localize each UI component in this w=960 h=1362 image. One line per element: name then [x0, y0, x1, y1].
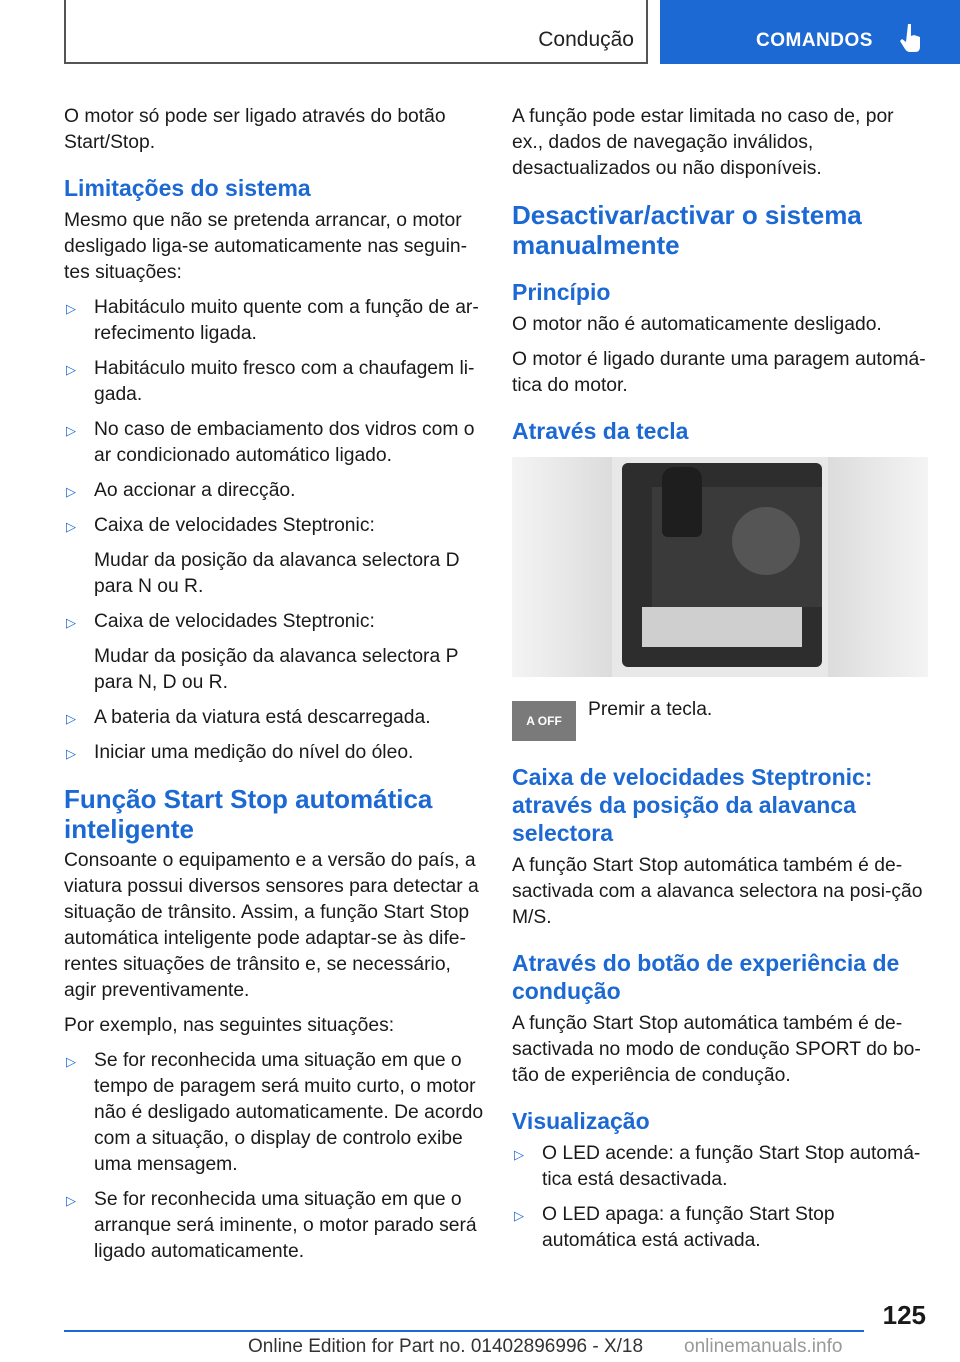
principle-heading: Princípio [512, 279, 611, 305]
intro-text: O motor só pode ser ligado através do botão Start/Stop. [64, 106, 446, 153]
triangle-bullet-icon: ▷ [66, 484, 76, 499]
limits-heading: Limitações do sistema [64, 175, 311, 201]
seat-right-shape [828, 457, 928, 677]
list-item: ▷ Caixa de velocidades Steptronic: Mudar da posição da alavanca selectora P para N, D ou R. [64, 609, 484, 696]
triangle-bullet-icon: ▷ [66, 423, 76, 438]
list-item: ▷ O LED apaga: a função Start Stop automática está activada. [514, 1204, 835, 1251]
smart-heading: Função Start Stop automática inteligente [64, 784, 433, 844]
principle-text-2: O motor é ligado durante uma paragem automá-tica do motor. [512, 349, 926, 396]
lever-heading: Caixa de velocidades Steptronic: através da posição da alavanca selectora [512, 764, 873, 846]
gear-lever-shape [662, 467, 702, 537]
triangle-bullet-icon: ▷ [66, 746, 76, 761]
limits-list [64, 295, 484, 766]
triangle-bullet-icon: ▷ [514, 1147, 524, 1162]
lever-text: A função Start Stop automática também é de-sactivada com a alavanca selectora na posi-ção M/S. [512, 855, 923, 928]
sub-text: Mudar da posição da alavanca selectora P para N, D ou R. [94, 646, 459, 693]
list-item: ▷ A bateria da viatura está descarregada. [64, 705, 484, 731]
footer-edition: Online Edition for Part no. 01402896996 - X/18 [248, 1336, 644, 1357]
auto-start-stop-off-button-icon[interactable]: A OFF [512, 701, 576, 741]
list-item: ▷ Iniciar uma medição do nível do óleo. [64, 740, 484, 766]
right-column [512, 104, 930, 1263]
triangle-bullet-icon: ▷ [66, 615, 76, 630]
display-list [512, 1141, 930, 1254]
chapter-tab[interactable] [660, 0, 960, 64]
press-key-text: Premir a tecla. [588, 699, 713, 720]
triangle-bullet-icon: ▷ [66, 1054, 76, 1069]
list-item: ▷ Habitáculo muito quente com a função de ar-refecimento ligada. [66, 297, 479, 344]
key-heading: Através da tecla [512, 418, 689, 444]
example-text: Por exemplo, nas seguintes situações: [64, 1015, 395, 1036]
display-heading: Visualização [512, 1108, 650, 1134]
triangle-bullet-icon: ▷ [66, 362, 76, 377]
list-item: ▷ Caixa de velocidades Steptronic: Mudar da posição da alavanca selectora D para N ou R. [64, 513, 484, 600]
list-item: ▷ No caso de embaciamento dos vidros com o ar condicionado automático ligado. [66, 419, 475, 466]
list-item: ▷ Habitáculo muito fresco com a chaufagem li-gada. [66, 358, 475, 405]
tray-shape [642, 607, 802, 647]
experience-text: A função Start Stop automática também é de-sactivada no modo de condução SPORT do bo-tão de experiência de condução. [512, 1013, 921, 1086]
smart-text: Consoante o equipamento e a versão do país, a viatura possui diversos sensores para detectar a situação de trânsito. Assim, a função Start Stop automática inteligente pode adaptar-se às dife-rentes situações de trânsito e, se necessário, agir preventivamente. [64, 850, 479, 1001]
pointing-hand-icon [900, 22, 924, 54]
triangle-bullet-icon: ▷ [66, 519, 76, 534]
intro-text: A função pode estar limitada no caso de, por ex., dados de navegação inválidos, desactualizados ou não disponíveis. [512, 106, 894, 179]
seat-left-shape [512, 457, 612, 677]
list-item: ▷ O LED acende: a função Start Stop automá-tica está desactivada. [514, 1143, 921, 1190]
sub-text: Mudar da posição da alavanca selectora D para N ou R. [94, 550, 460, 597]
triangle-bullet-icon: ▷ [514, 1208, 524, 1223]
principle-text-1: O motor não é automaticamente desligado. [512, 314, 882, 335]
manual-heading: Desactivar/activar o sistema manualmente [512, 200, 862, 260]
section-title: Condução [538, 28, 634, 51]
page-number: 125 [882, 1300, 926, 1330]
footer-watermark: onlinemanuals.info [684, 1336, 843, 1357]
list-item: ▷ Ao accionar a direcção. [64, 478, 484, 504]
center-console-image [512, 457, 928, 677]
triangle-bullet-icon: ▷ [66, 301, 76, 316]
list-item: ▷ Se for reconhecida uma situação em que o arranque será iminente, o motor parado será ligado automaticamente. [66, 1189, 477, 1262]
footer-divider [64, 1330, 864, 1332]
limits-text: Mesmo que não se pretenda arrancar, o motor desligado liga-se automaticamente nas seguin-tes situações: [64, 210, 468, 283]
press-key-row [512, 697, 930, 745]
chapter-tab-label: COMANDOS [756, 30, 873, 51]
experience-heading: Através do botão de experiência de condução [512, 950, 900, 1004]
triangle-bullet-icon: ▷ [66, 711, 76, 726]
list-item: ▷ Se for reconhecida uma situação em que o tempo de paragem será muito curto, o motor não é desligado automaticamente. De acordo com a situação, o display de controlo exibe uma mensagem. [66, 1050, 484, 1175]
triangle-bullet-icon: ▷ [66, 1193, 76, 1208]
header-section-box [64, 0, 648, 64]
controller-knob-shape [732, 507, 800, 575]
example-list [64, 1048, 484, 1265]
left-column [64, 104, 484, 1274]
